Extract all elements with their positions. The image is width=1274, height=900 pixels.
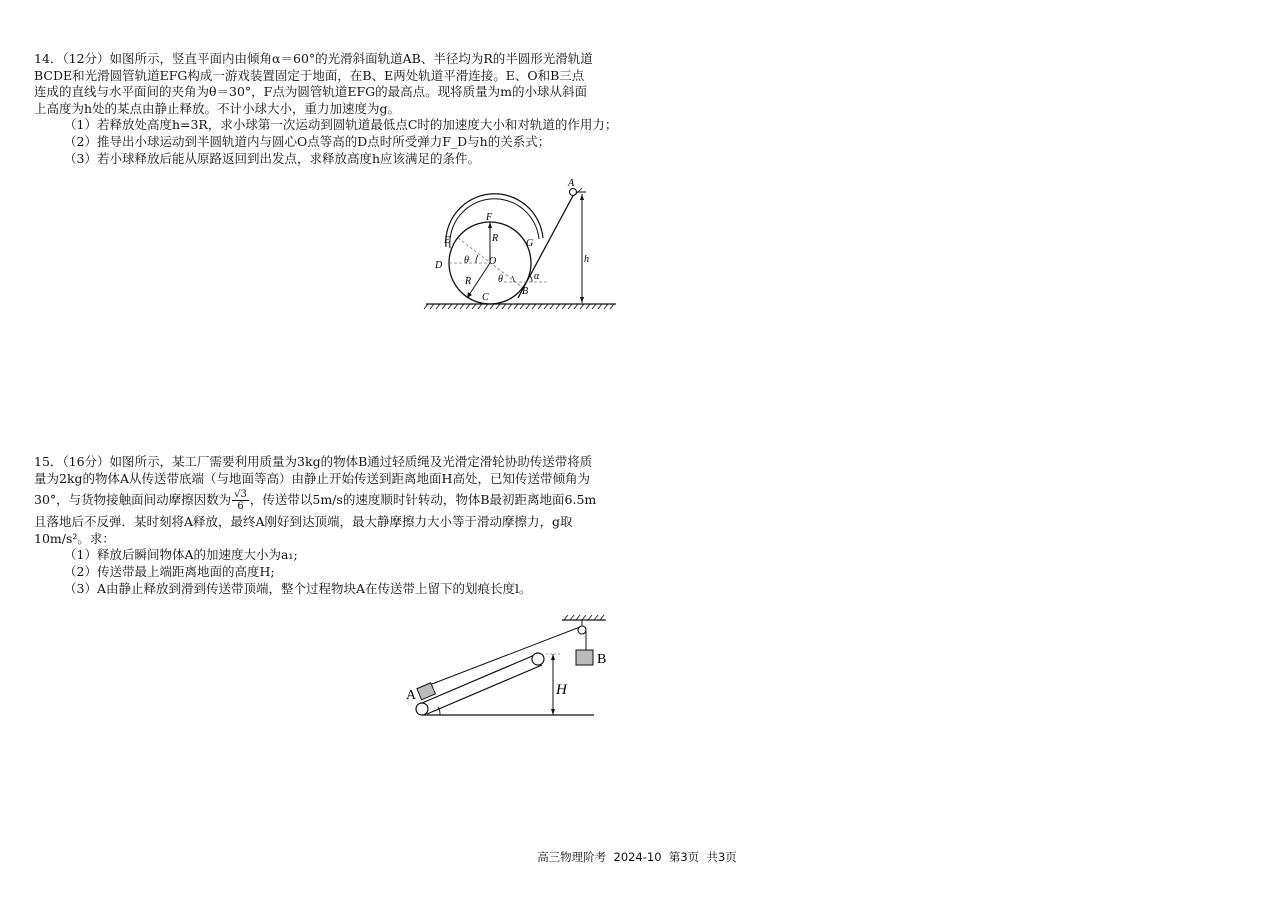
ceiling-hatching [564, 615, 604, 620]
q14-sub-2: （2）推导出小球运动到半圆轨道内与圆心O点等高的D点时所受弹力F_D与h的关系式； [64, 133, 551, 149]
label-theta-b: θ [498, 274, 503, 285]
q15-figure [400, 612, 620, 722]
q15-line-1: 15．（16分）如图所示，某工厂需要利用质量为3kg的物体B通过轻质绳及光滑定滑轮协助传送带将质 [34, 454, 593, 469]
roller-bottom [416, 703, 428, 715]
label-b: B [597, 652, 607, 667]
q15-sub-1: （1）释放后瞬间物体A的加速度大小为a₁; [64, 547, 298, 563]
label-r-bottom: R [465, 276, 472, 287]
label-h: H [556, 682, 567, 698]
footer-text: 高三物理阶考 2024-10 第3页 共3页 [537, 850, 737, 864]
label-a: A [406, 688, 417, 703]
q15-line-4: 且落地后不反弹．某时刻将A释放，最终A刚好到达顶端，最大静摩擦力大小等于滑动摩擦力，g取 [34, 514, 573, 530]
q14-line-2: BCDE和光滑圆管轨道EFG构成一游戏装置固定于地面，在B、E两处轨道平滑连接。E、O和B三点 [34, 67, 585, 83]
belt-top [422, 654, 537, 703]
label-a: A [568, 178, 575, 189]
q15-line-2: 量为2kg的物体A从传送带底端（与地面等高）由静止开始传送到距离地面H高处，已知传送带倾角为 [34, 470, 590, 486]
q15-line-3 [34, 489, 626, 512]
q14-sub-1: （1）若释放处高度h=3R，求小球第一次运动到圆轨道最低点C时的加速度大小和对轨道的作用力； [64, 117, 618, 133]
label-g: G [526, 238, 534, 249]
block-a [417, 683, 435, 700]
q15-sub-3: （3）A由静止释放到滑到传送带顶端，整个过程物块A在传送带上留下的划痕长度l。 [64, 580, 532, 596]
q15-line-3b: ，传送带以5m/s的速度顺时针转动，物体B最初距离地面6.5m [249, 492, 597, 508]
label-h: h [584, 254, 589, 265]
ball [570, 189, 577, 196]
label-theta-o: θ [464, 255, 469, 266]
belt-bottom [427, 665, 542, 714]
label-c: C [482, 292, 489, 303]
label-alpha: α [534, 271, 540, 282]
label-o: O [489, 256, 497, 267]
question-14 [34, 51, 626, 167]
page-footer [0, 849, 1274, 865]
q14-figure [420, 172, 620, 317]
label-b: B [522, 286, 529, 297]
rope-to-a [432, 627, 580, 684]
q15-line-3a: 30°，与货物接触面间动摩擦因数为 [34, 492, 232, 508]
label-f: F [486, 212, 493, 223]
q14-line-3: 连成的直线与水平面间的夹角为θ＝30°，F点为圆管轨道EFG的最高点。现将质量为m的小球从斜面 [34, 84, 587, 100]
ground-hatching [424, 304, 614, 309]
friction-fraction: $\frac{√3}{6}$ [234, 489, 247, 513]
q14-line-1: 14．（12分）如图所示，竖直平面内由倾角α＝60°的光滑斜面轨道AB、半径均为R的半圆形光滑轨道 [34, 51, 593, 66]
label-d: D [435, 260, 443, 271]
q15-sub-2: （2）传送带最上端距离地面的高度H; [64, 563, 275, 579]
roller-top [532, 653, 544, 665]
question-15 [34, 454, 626, 597]
q14-line-4: 上高度为h处的某点由静止释放。不计小球大小，重力加速度为g。 [34, 100, 401, 116]
block-b [576, 650, 593, 665]
q14-sub-3: （3）若小球释放后能从原路返回到出发点，求释放高度h应该满足的条件。 [64, 150, 481, 166]
label-e: E [444, 235, 451, 246]
label-r-top: R [492, 233, 499, 244]
q15-line-5: 10m/s²。求： [34, 530, 115, 546]
